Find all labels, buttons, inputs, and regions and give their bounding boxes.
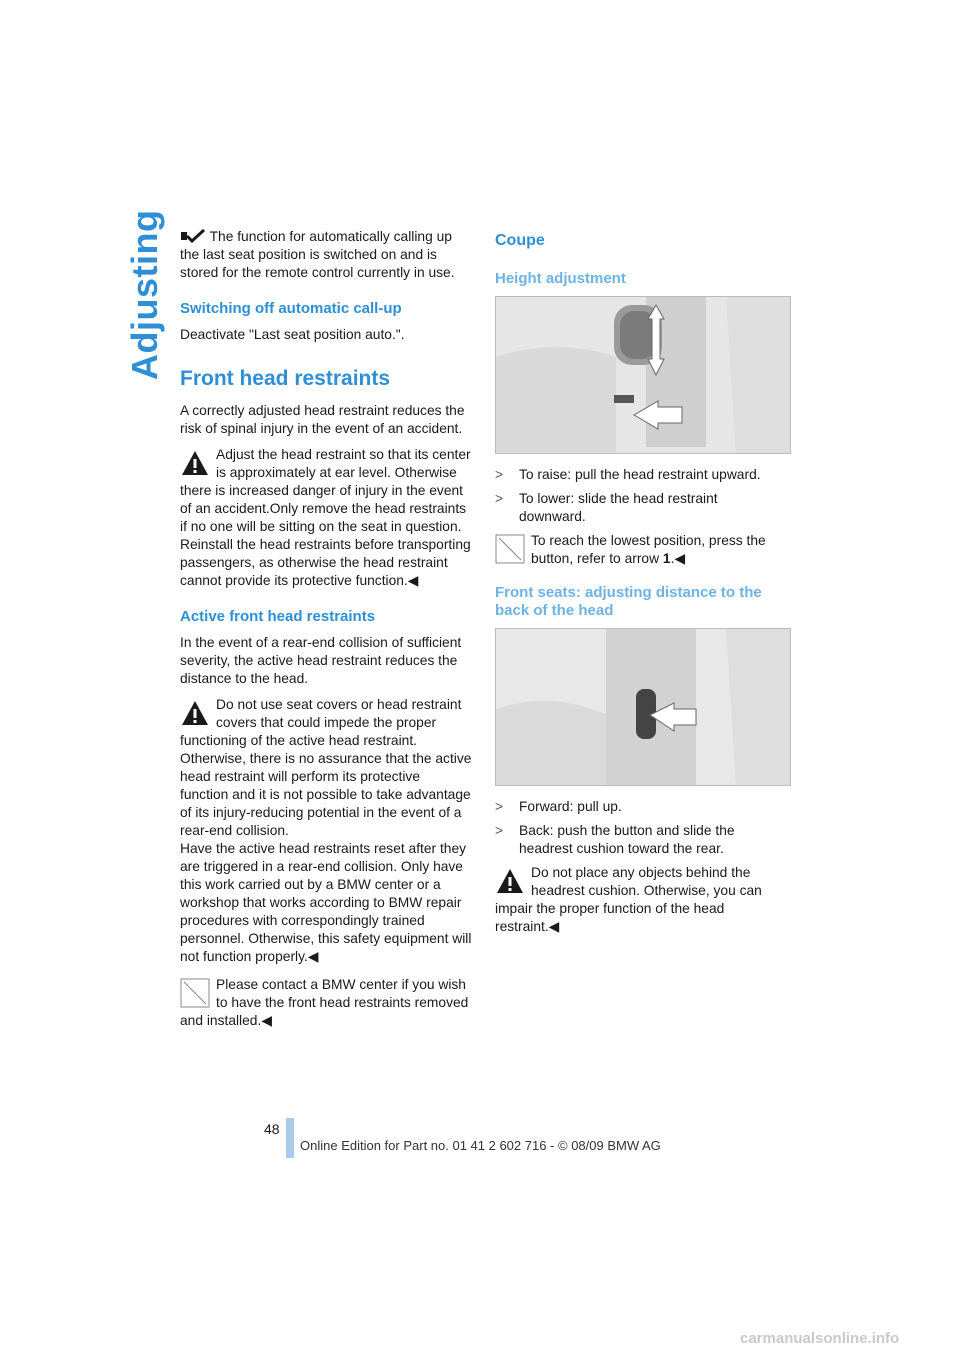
footer-edition: Online Edition for Part no. 01 41 2 602 716 - © 08/09 BMW AG xyxy=(300,1138,661,1153)
distance-adjust-heading: Front seats: adjusting distance to the back of the head xyxy=(495,584,762,619)
section-tab xyxy=(124,209,165,380)
distance-adjust-figure xyxy=(495,628,791,786)
active-intro-text: In the event of a rear-end collision of sufficient severity, the active head restraint reduces the distance to the head. xyxy=(180,635,462,686)
warning-note: Do not place any objects behind the headrest cushion. Otherwise, you can impair the proper function of the head restraint.◀ xyxy=(495,865,762,934)
footer-accent-bar xyxy=(286,1118,294,1158)
checkmark-icon xyxy=(180,229,206,243)
warning-note: Adjust the head restraint so that its center is approximately at ear level. Otherwise there is increased danger of injury in the event of an accident.Only remove the head restraints if no one will be sitting on the seat in question. Reinstall the head restraints before transporting passengers, as otherwise the head restraint cannot provide its protective function.◀ xyxy=(180,447,471,588)
list-item: > Back: push the button and slide the headrest cushion toward the rear. xyxy=(495,823,735,856)
head-restraint-illustration xyxy=(496,297,790,453)
height-adjust-heading: Height adjustment xyxy=(495,270,626,287)
list-item: > To raise: pull the head restraint upward. xyxy=(495,467,761,482)
info-note: Please contact a BMW center if you wish to have the front head restraints removed and installed.◀ xyxy=(180,977,469,1028)
warning-triangle-icon xyxy=(180,448,210,478)
warning-triangle-icon xyxy=(495,866,525,896)
left-column xyxy=(180,228,472,1040)
note-arrow-icon xyxy=(495,534,525,564)
warning-note: Do not use seat covers or head restraint covers that could impede the proper functioning of the active head restraint. Otherwise, there is no assurance that the active head restraint will perform its protective function and it is not possible to take advantage of its injury-reducing potential in the event of a rear-end collision. Have the active head restraints reset after they are triggered in a rear-end collision. Only have this work carried out by a BMW center or a workshop that works according to BMW repair procedures with correspondingly trained personnel. Otherwise, this safety equipment will not function properly.◀ xyxy=(180,697,472,964)
switch-off-text: Deactivate "Last seat position auto.". xyxy=(180,327,405,342)
active-restraints-heading: Active front head restraints xyxy=(180,608,376,625)
watermark: carmanualsonline.info xyxy=(740,1330,900,1347)
front-head-restraints-heading: Front head restraints xyxy=(180,367,391,390)
height-adjust-figure xyxy=(495,296,791,454)
list-item: > To lower: slide the head restraint downward. xyxy=(495,491,718,524)
list-item: > Forward: pull up. xyxy=(495,799,622,814)
section-title: Adjusting xyxy=(124,209,165,380)
info-note: To reach the lowest position, press the button, refer to arrow 1.◀ xyxy=(495,532,787,568)
warning-triangle-icon xyxy=(180,698,210,728)
auto-call-paragraph: The function for automatically calling up the last seat position is switched on and is stored for the remote control currently in use. xyxy=(180,229,455,280)
page-number: 48 xyxy=(264,1121,280,1137)
switch-off-heading: Switching off automatic call-up xyxy=(180,300,402,317)
right-column xyxy=(495,228,787,946)
note-arrow-icon xyxy=(180,978,210,1008)
coupe-heading: Coupe xyxy=(495,232,545,249)
front-intro-text: A correctly adjusted head restraint reduces the risk of spinal injury in the event of an accident. xyxy=(180,403,465,436)
head-restraint-distance-illustration xyxy=(496,629,790,785)
